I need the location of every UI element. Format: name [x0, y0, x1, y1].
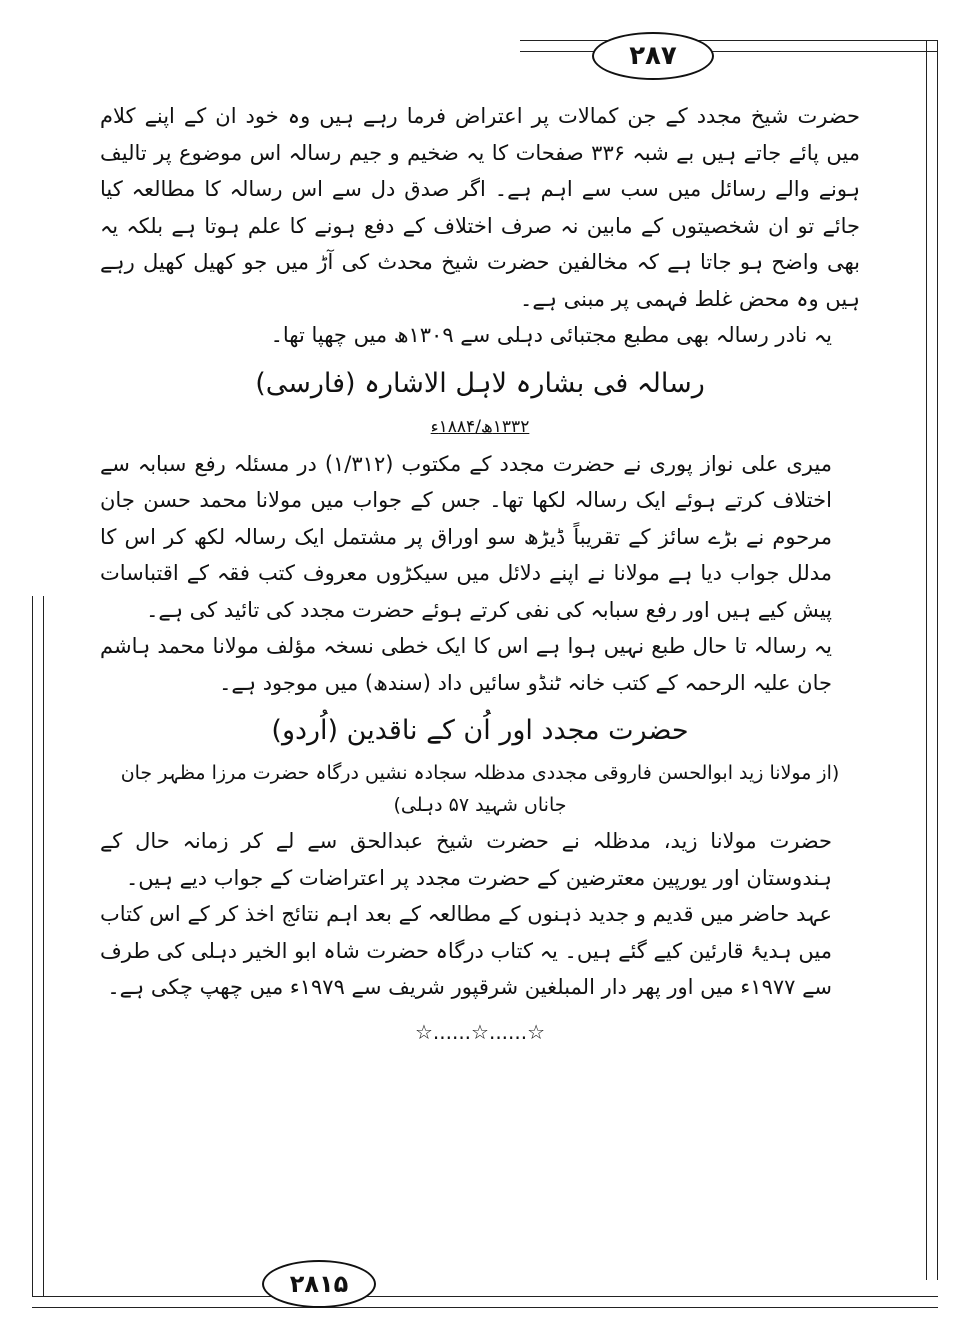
- section-heading-2: حضرت مجدد اور اُن کے ناقدین (اُردو): [271, 715, 689, 746]
- paragraph-2: یہ نادر رسالہ بھی مطبع مجتبائی دہلی سے ۱۳۰۹ھ میں چھپا تھا۔: [270, 323, 832, 347]
- page-number-bottom-text: ۲۸۱۵: [289, 1270, 349, 1298]
- paragraph-1: حضرت شیخ مجدد کے جن کمالات پر اعتراض فرما رہے ہیں وہ خود ان کے اپنے کلام میں پائے جاتے ہیں بے شبہ ۳۳۶ صفحات کا یہ ضخیم و جیم رسالہ اس موضوع پر تالیف ہونے والے رسائل میں سب سے اہم ہے۔ اگر صدق دل سے اس رسالہ کا مطالعہ کیا جائے تو ان شخصیتوں کے مابین نہ صرف اختلاف کے دفع ہونے کا علم ہوتا ہے بلکہ یہ بھی واضح ہو جاتا ہے کہ مخالفین حضرت شیخ محدث کی آڑ میں جو کھیل کھیل رہے ہیں وہ محض غلط فہمی پر مبنی ہے۔: [100, 104, 860, 311]
- page-body: [100, 98, 860, 1052]
- section-attribution-2: (از مولانا زید ابوالحسن فاروقی مجددی مدظلہ سجادہ نشیں درگاہ حضرت مرزا مظہر جان جاناں شہید ۵۷ دہلی): [120, 762, 840, 816]
- frame-left-border: [32, 596, 44, 1296]
- frame-bottom-border: [32, 1296, 938, 1308]
- section-separator-stars: ☆......☆......☆: [414, 1019, 546, 1044]
- page-number-top-text: ۲۸۷: [629, 41, 677, 71]
- section-heading-1: رسالہ فی بشارہ لاہل الاشارہ (فارسی): [255, 367, 705, 399]
- section-date-1: ۱۳۳۲ھ/۱۸۸۴ء: [430, 416, 530, 437]
- paragraph-6: عہد حاضر میں قدیم و جدید ذہنوں کے مطالعہ کے بعد اہم نتائج اخذ کر کے اس کتاب میں ہدیۂ قارئین کیے گئے ہیں۔ یہ کتاب درگاہ حضرت شاہ ابو الخیر دہلی کی طرف سے ۱۹۷۷ء میں اور پھر دار المبلغین شرقپور شریف سے ۱۹۷۹ء میں چھپ چکی ہے۔: [100, 902, 832, 999]
- paragraph-4: یہ رسالہ تا حال طبع نہیں ہوا ہے اس کا ایک خطی نسخہ مؤلف مولانا محمد ہاشم جان علیہ الرحمہ کے کتب خانہ ٹنڈو سائیں داد (سندھ) میں موجود ہے۔: [100, 634, 832, 695]
- frame-top-border: [520, 40, 938, 52]
- page-number-top: [592, 32, 714, 80]
- paragraph-5: حضرت مولانا زید، مدظلہ نے حضرت شیخ عبدالحق سے لے کر زمانہ حال کے ہندوستان اور یورپین معترضین کے حضرت مجدد پر اعتراضات کے جواب دیے ہیں۔: [100, 829, 832, 890]
- page-number-bottom: [262, 1260, 376, 1308]
- frame-right-border: [926, 40, 938, 1280]
- paragraph-3: میری علی نواز پوری نے حضرت مجدد کے مکتوب (۱/۳۱۲) در مسئلہ رفع سبابہ سے اختلاف کرتے ہوئے ایک رسالہ لکھا تھا۔ جس کے جواب میں مولانا محمد حسن جان مرحوم نے بڑے سائز کے تقریباً ڈیڑھ سو اوراق پر مشتمل ایک رسالہ لکھ کر اس کا مدلل جواب دیا ہے مولانا نے اپنے دلائل میں سیکڑوں معروف کتب فقہ کے اقتباسات پیش کیے ہیں اور رفع سبابہ کی نفی کرتے ہوئے حضرت مجدد کی تائید کی ہے۔: [100, 451, 832, 622]
